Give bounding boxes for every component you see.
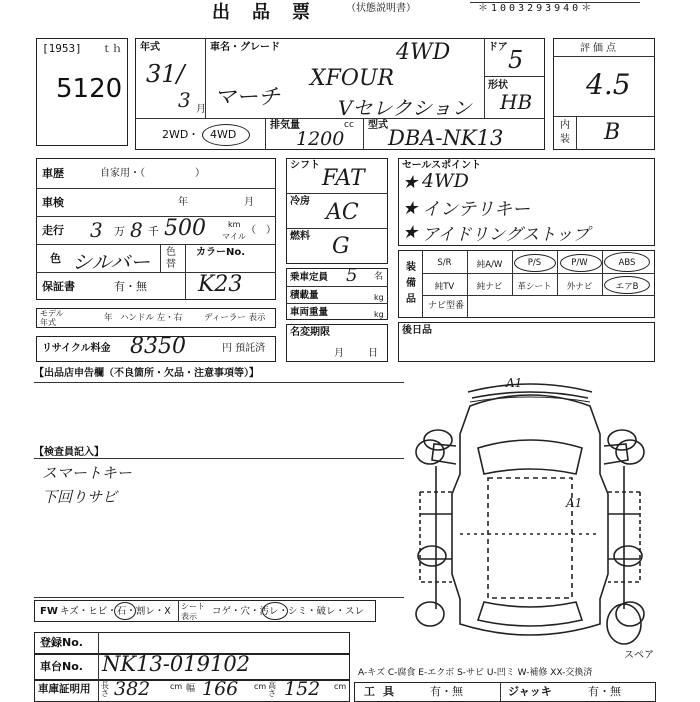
shift-value: FAT	[322, 166, 365, 191]
damage-mark-side: A1	[566, 496, 583, 510]
color-value: シルバー	[72, 250, 151, 274]
selling-point-3: アイドリングストップ	[422, 225, 590, 245]
length-value: 382	[114, 678, 151, 700]
equip-navi: 純ナビ	[476, 282, 503, 292]
barcode-number: ＊1003293940＊	[478, 3, 595, 14]
rating-label: 評価点	[580, 43, 619, 54]
weight-label: 車両重量	[290, 307, 329, 318]
capacity-value: 5	[346, 265, 358, 286]
interior-label-1: 内	[560, 120, 570, 131]
inspection-label: 車検	[42, 196, 64, 209]
equip-abs: ABS	[618, 258, 636, 268]
shift-label: シフト	[290, 160, 320, 171]
year-label: 年式	[140, 42, 160, 53]
car-body-diagram	[400, 374, 660, 654]
drive-4wd-circle	[202, 124, 250, 146]
mileage-paren: （ ）	[246, 225, 276, 236]
recycle-unit: 円 預託済	[222, 343, 266, 354]
grade-line-1: 4WD	[396, 40, 451, 65]
load-unit: kg	[374, 293, 384, 302]
name-label: 車名・グレード	[210, 42, 280, 53]
selling-points-label: セールスポイント	[402, 160, 482, 171]
ac-label: 冷房	[290, 196, 310, 207]
inspector-note-1: スマートキー	[42, 464, 132, 482]
shape-label: 形状	[488, 80, 508, 91]
model-year-year: 年	[104, 313, 113, 323]
color-code-label: カラーNo.	[196, 247, 246, 258]
defect-legend: A-キズ C-腐食 E-エクボ S-サビ U-凹ミ W-補修 XX-交換済	[358, 668, 593, 678]
mileage-sen-unit: 千	[148, 225, 159, 238]
color-code-value: K23	[198, 272, 243, 297]
name-change-month: 月	[334, 348, 344, 359]
page-title: 出品票	[212, 2, 332, 23]
color-change-label-2: 替	[166, 259, 176, 270]
model-year-dealer: ディーラー 表示	[204, 313, 266, 323]
equip-circle-ps	[514, 254, 556, 272]
shape-value: HB	[500, 90, 533, 114]
selling-point-2: インテリキー	[422, 199, 530, 220]
recycle-label: リサイクル料金	[42, 343, 111, 354]
seat-label-2: 表示	[181, 612, 197, 621]
warranty-value: 有・無	[114, 280, 147, 293]
ac-value: AC	[326, 200, 359, 225]
inspector-notes-label: 【検査員記入】	[34, 447, 104, 458]
weight-unit: kg	[374, 310, 384, 319]
model-year-handle: ハンドル 左・右	[120, 313, 183, 323]
page-subtitle: （状態説明書）	[346, 3, 416, 14]
tools-label: 工具	[364, 685, 402, 698]
displacement-value: 1200	[296, 128, 345, 150]
fuel-value: G	[332, 234, 350, 259]
height-value: 152	[284, 678, 321, 700]
drive-2wd: 2WD	[162, 128, 189, 141]
equip-power-windows: P/W	[571, 258, 588, 268]
width-label: 幅	[186, 684, 196, 694]
door-value: 5	[508, 46, 524, 74]
fw-circle	[114, 602, 136, 620]
chassis-label: 車台No.	[40, 660, 83, 673]
spare-label: スペア	[624, 650, 654, 661]
color-change-label-1: 色	[166, 247, 176, 258]
load-label: 積載量	[290, 290, 319, 301]
door-label: ドア	[488, 42, 508, 53]
equip-leather-seat: 革シート	[517, 282, 552, 292]
post-fit-label: 後日品	[402, 325, 432, 336]
drive-4wd: 4WD	[210, 128, 237, 141]
history-label: 車歴	[42, 167, 64, 180]
header-rule	[470, 2, 640, 3]
interior-value: B	[604, 120, 621, 145]
jack-label: ジャッキ	[508, 685, 552, 698]
selling-point-star-1: ★	[402, 172, 419, 193]
model-label: 型式	[368, 120, 388, 131]
post-fit-box	[398, 322, 655, 362]
capacity-label: 乗車定員	[290, 272, 329, 283]
displacement-label: 排気量	[270, 120, 300, 131]
equip-circle-abs	[604, 252, 650, 272]
seat-legend: コゲ・穴・汚レ・シミ・破レ・スレ	[212, 606, 365, 617]
grade-line-2: XFOUR	[310, 66, 395, 91]
recycle-value: 8350	[130, 334, 186, 359]
model-value: DBA-NK13	[388, 126, 504, 150]
model-year-label-2: 年式	[40, 318, 56, 327]
jack-value: 有・無	[588, 685, 621, 698]
seat-circle	[262, 602, 288, 620]
year-value: 31/	[146, 60, 185, 88]
lot-number: 5120	[56, 74, 123, 104]
selling-point-star-2: ★	[402, 198, 419, 219]
width-unit: cm	[254, 682, 267, 691]
inspection-year: 年	[178, 197, 188, 208]
model-year-label-1: モデル	[40, 309, 64, 318]
mileage-label: 走行	[42, 224, 64, 237]
dealer-notes-label: 【出品店申告欄（不良箇所・欠品・注意事項等）】	[34, 368, 259, 379]
damage-mark-front: A1	[506, 376, 523, 390]
name-change-day: 日	[368, 348, 378, 359]
mileage-man-unit: 万	[114, 225, 125, 238]
equip-power-steering: P/S	[527, 258, 542, 268]
fuel-label: 燃料	[290, 231, 310, 242]
navi-model-label: ナビ型番	[428, 301, 465, 311]
fw-legend: キズ・ヒビ・石・割レ・X	[60, 606, 171, 617]
selling-point-1: 4WD	[422, 170, 469, 192]
equipment-label-1: 装	[406, 262, 416, 273]
equip-tv: 純TV	[434, 282, 455, 292]
mileage-man-value: 3	[90, 218, 103, 242]
fw-label: FW	[40, 606, 58, 617]
certificate-label: 車庫証明用	[38, 683, 91, 695]
interior-label-2: 装	[560, 134, 570, 145]
name-change-label: 名変期限	[290, 327, 330, 338]
month-value: 3	[178, 88, 191, 112]
drive-separator: ・	[188, 128, 199, 141]
inspection-month: 月	[244, 197, 254, 208]
equipment-label-2: 備	[406, 278, 416, 289]
history-value: 自家用・（ ）	[100, 168, 205, 179]
capacity-unit: 名	[374, 272, 384, 282]
warranty-label: 保証書	[42, 280, 75, 293]
lot-code-suffix: ｔｈ	[102, 44, 122, 55]
car-name: マーチ	[214, 85, 281, 110]
mileage-mile-unit: マイル	[222, 232, 246, 241]
width-value: 166	[202, 678, 239, 700]
registration-label: 登録No.	[40, 636, 83, 649]
height-unit: cm	[334, 682, 347, 691]
rating-value: 4.5	[586, 68, 631, 101]
equip-sunroof: S/R	[437, 258, 452, 268]
chassis-value: NK13-019102	[102, 652, 251, 676]
equip-airbag: エアB	[615, 282, 639, 292]
equip-alloy-wheels: 純A/W	[476, 260, 503, 270]
inspector-note-2: 下回りサビ	[42, 488, 118, 506]
displacement-unit: cc	[344, 120, 354, 130]
length-label: 長さ	[101, 681, 109, 698]
seat-label-1: シート	[181, 602, 205, 611]
lot-code: [1953]	[42, 42, 82, 55]
mileage-km-unit: km	[228, 220, 241, 229]
grade-line-3: Vセレクション	[338, 96, 472, 120]
height-label: 高さ	[268, 681, 276, 698]
month-suffix: 月	[196, 104, 206, 115]
equip-circle-pw	[560, 254, 602, 272]
tools-value: 有・無	[430, 685, 463, 698]
equip-aftermarket-navi: 外ナビ	[566, 282, 593, 292]
mileage-rest-value: 500	[164, 216, 206, 241]
mileage-sen-value: 8	[130, 218, 143, 242]
selling-point-star-3: ★	[402, 222, 419, 243]
color-label: 色	[50, 252, 61, 265]
length-unit: cm	[170, 682, 183, 691]
equip-circle-airbag	[604, 276, 650, 294]
equipment-label-3: 品	[406, 294, 416, 305]
